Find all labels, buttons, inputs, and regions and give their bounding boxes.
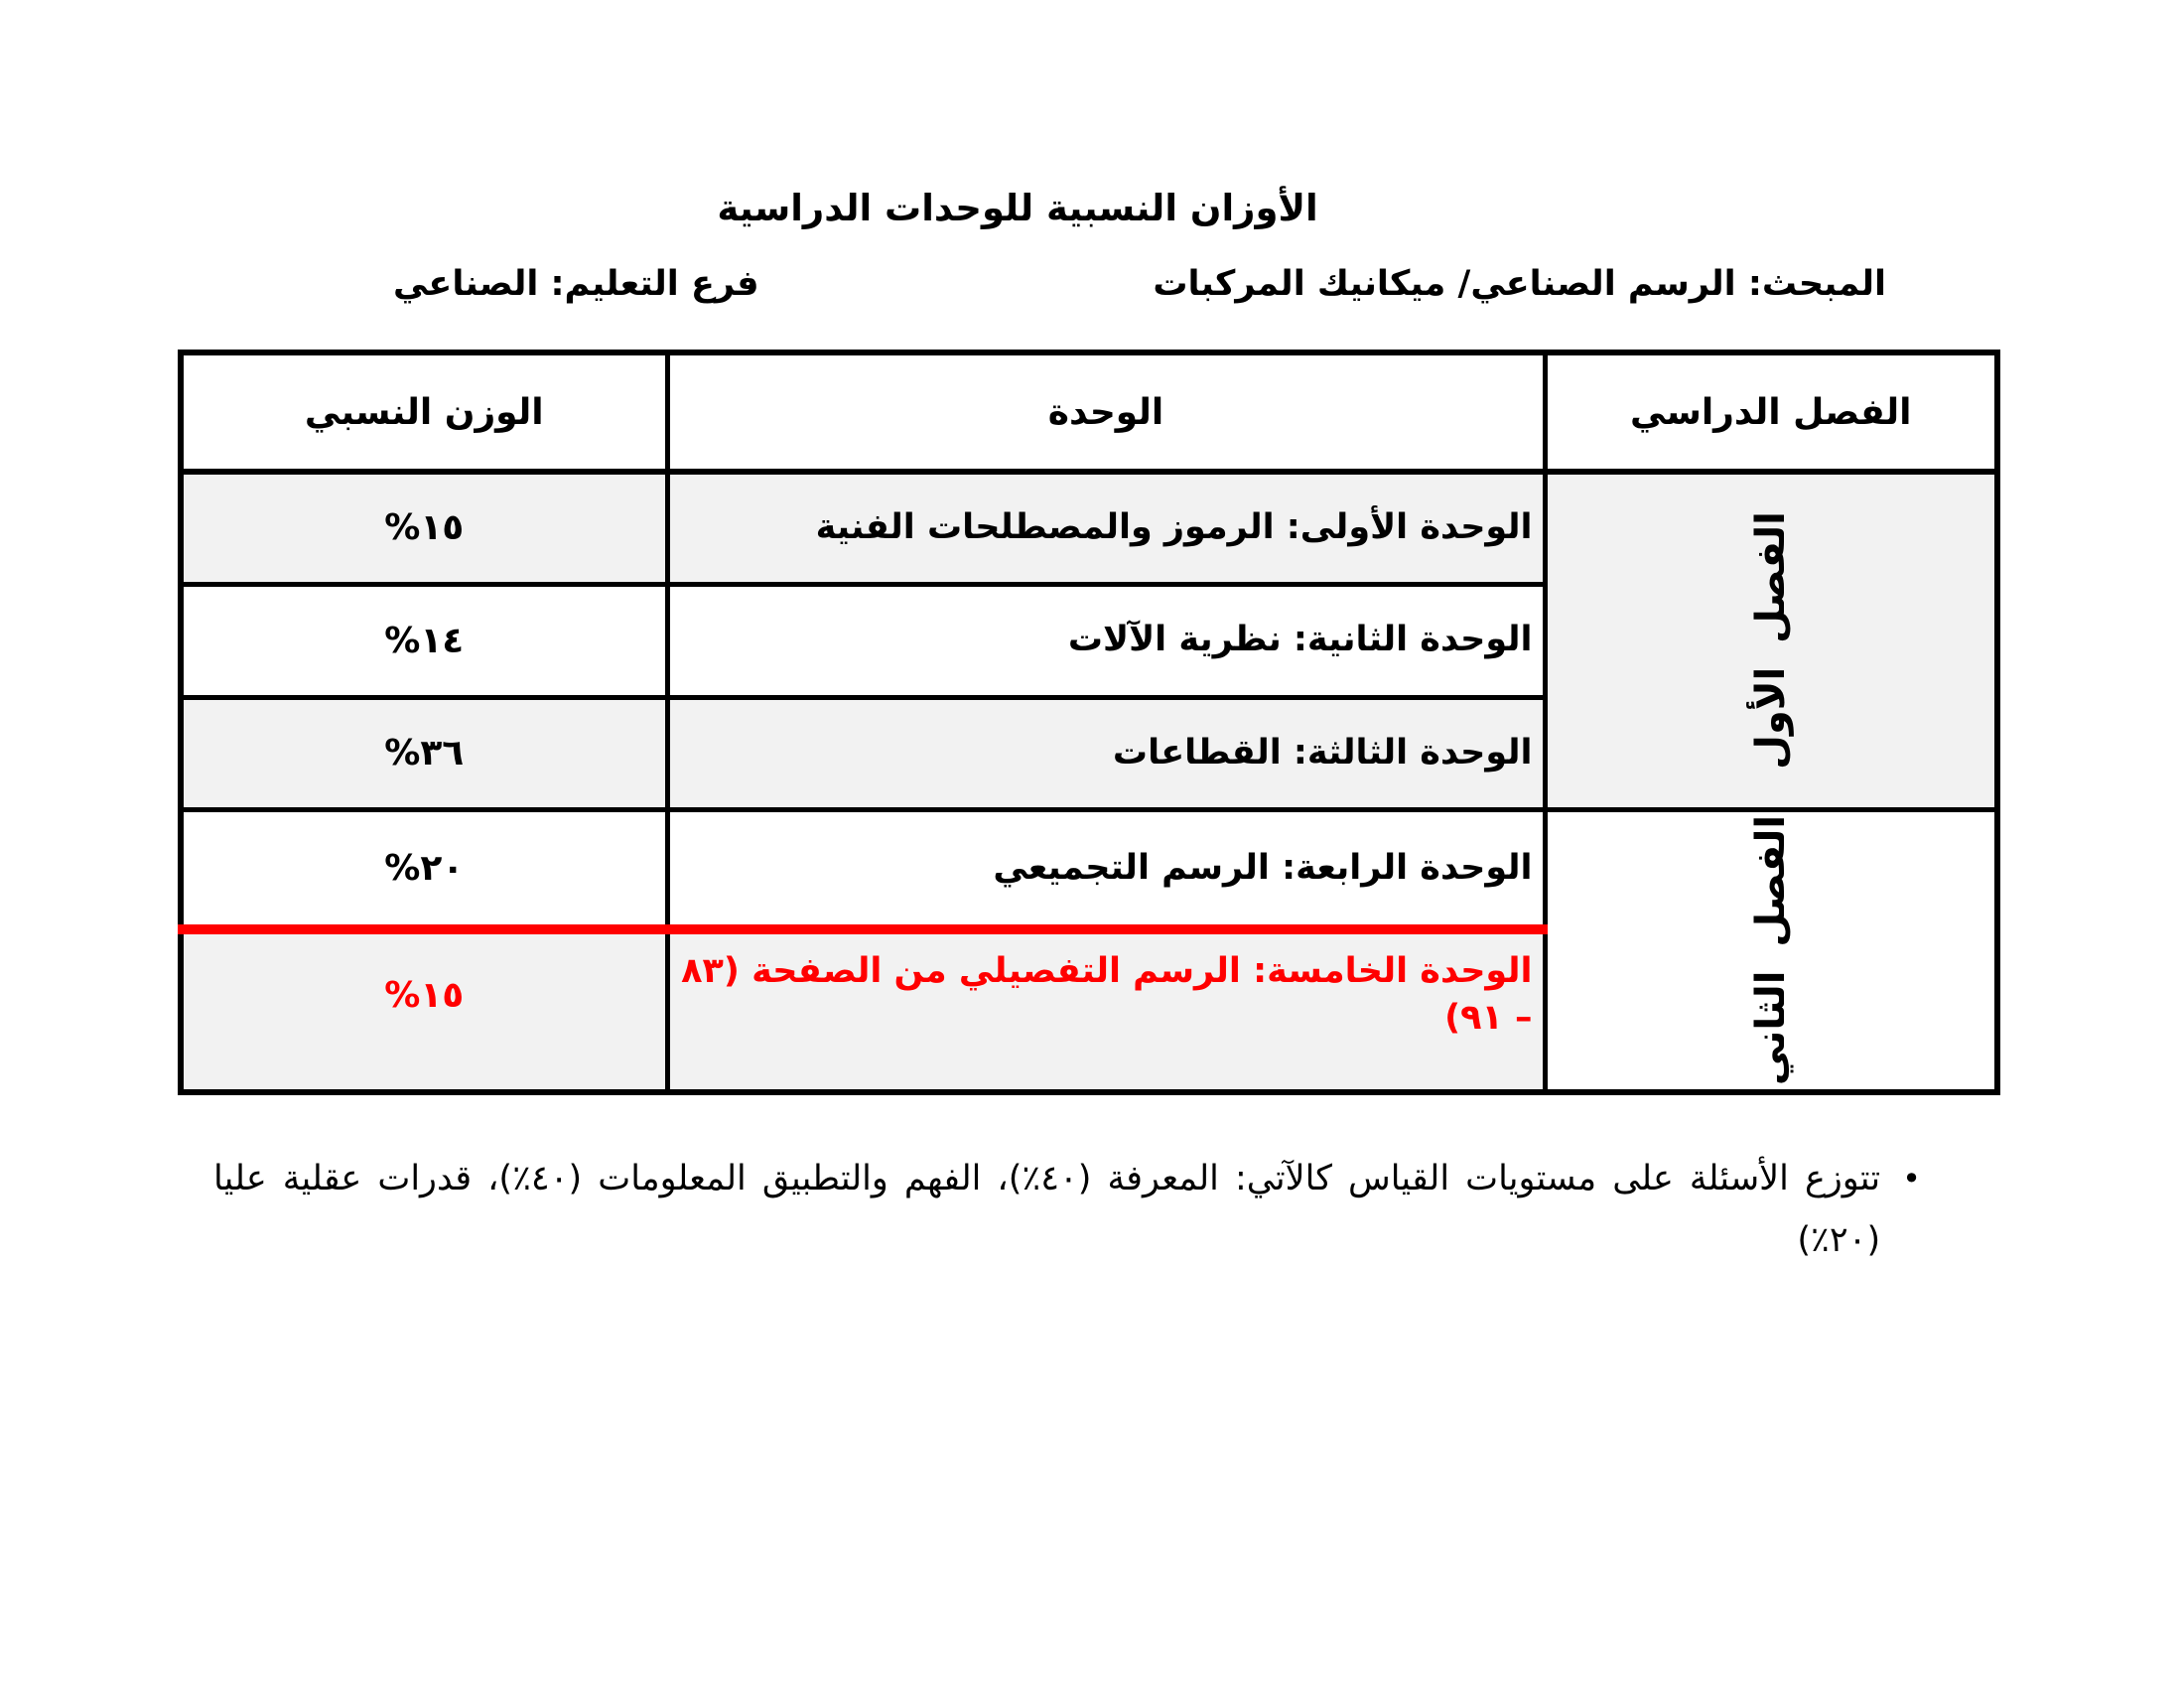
table-row-unit-4-red-divider	[181, 809, 1997, 929]
semester-first-wrapper	[1548, 511, 1995, 771]
weight-cell-4: ٢٠%	[181, 809, 667, 929]
document-title: الأوزان النسبية للوحدات الدراسية	[717, 187, 1318, 229]
weight-cell-1: ١٥%	[181, 472, 667, 584]
table-header-row	[181, 352, 1997, 472]
col-header-semester: الفصل الدراسي	[1545, 352, 1997, 472]
unit-cell-5: الوحدة الخامسة: الرسم التفصيلي من الصفحة (٨٣ – ٩١)	[667, 929, 1545, 1092]
weight-cell-2: ١٤%	[181, 584, 667, 697]
unit-cell-1: الوحدة الأولى: الرموز والمصطلحات الفنية	[667, 472, 1545, 584]
table-row-unit-1	[181, 472, 1997, 584]
col-header-unit: الوحدة	[667, 352, 1545, 472]
footnote-line-2: (٢٠٪)	[1797, 1220, 1881, 1260]
branch-label: فرع التعليم: الصناعي	[393, 264, 759, 304]
subject-row	[393, 264, 1886, 304]
footnote-line-1: تتوزع الأسئلة على مستويات القياس كالآتي: المعرفة (٤٠٪)، الفهم والتطبيق المعلومات (٤٠٪)، قدرات عقلية عليا	[213, 1159, 1881, 1198]
semester-first-label: الفصل الأول	[1747, 511, 1794, 771]
footnote-text	[213, 1148, 1880, 1271]
subject-label: المبحث: الرسم الصناعي/ ميكانيك المركبات	[1153, 264, 1886, 304]
semester-second-wrapper	[1548, 815, 1995, 1086]
semester-cell-second	[1545, 809, 1997, 1092]
col-header-weight: الوزن النسبي	[181, 352, 667, 472]
weight-cell-3: ٣٦%	[181, 697, 667, 809]
weights-table	[178, 350, 2000, 1095]
weight-cell-5: ١٥%	[181, 929, 667, 1092]
unit-cell-2: الوحدة الثانية: نظرية الآلات	[667, 584, 1545, 697]
semester-cell-first	[1545, 472, 1997, 809]
unit-cell-3: الوحدة الثالثة: القطاعات	[667, 697, 1545, 809]
unit-cell-4: الوحدة الرابعة: الرسم التجميعي	[667, 809, 1545, 929]
semester-second-label: الفصل الثاني	[1747, 815, 1794, 1086]
footnote	[213, 1148, 1921, 1271]
bullet-icon: •	[1902, 1160, 1921, 1197]
